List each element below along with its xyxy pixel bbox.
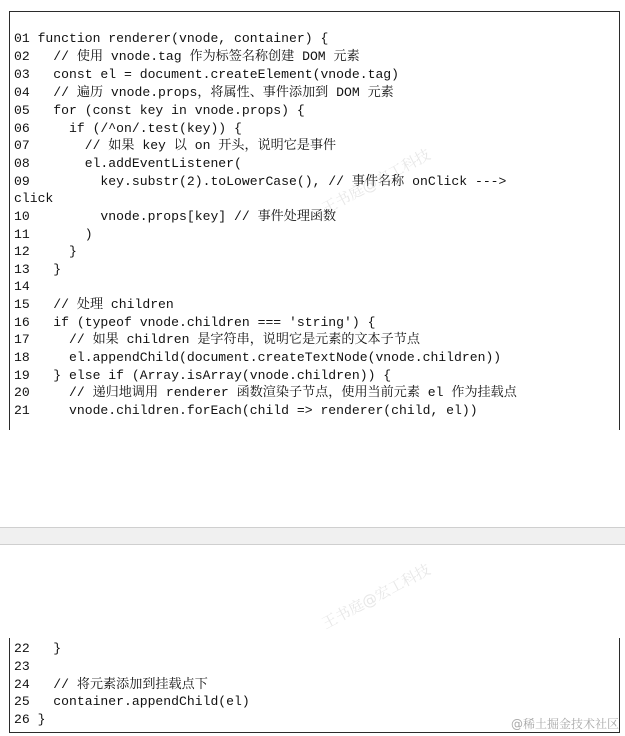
code-line: 17 // 如果 children 是字符串，说明它是元素的文本子节点 xyxy=(14,332,420,347)
code-line: 25 container.appendChild(el) xyxy=(14,694,250,709)
code-line: 04 // 遍历 vnode.props，将属性、事件添加到 DOM 元素 xyxy=(14,85,394,100)
code-line: 26 } xyxy=(14,712,46,727)
code-line: 03 const el = document.createElement(vnode.tag) xyxy=(14,67,400,82)
code-line: 12 } xyxy=(14,244,77,259)
code-line: 08 el.addEventListener( xyxy=(14,156,242,171)
code-block-part-1 xyxy=(9,11,620,430)
code-line: 19 } else if (Array.isArray(vnode.children)) { xyxy=(14,368,392,383)
code-line: 06 if (/^on/.test(key)) { xyxy=(14,121,242,136)
page-separator xyxy=(0,527,625,545)
page-2 xyxy=(0,545,625,736)
code-line: 05 for (const key in vnode.props) { xyxy=(14,103,305,118)
code-line: 20 // 递归地调用 renderer 函数渲染子节点，使用当前元素 el 作为挂载点 xyxy=(14,385,517,400)
code-line: 15 // 处理 children xyxy=(14,297,174,312)
code-line: 22 } xyxy=(14,641,62,656)
code-line: 01 function renderer(vnode, container) { xyxy=(14,31,329,46)
code-line: 21 vnode.children.forEach(child => renderer(child, el)) xyxy=(14,403,478,418)
code-line: 02 // 使用 vnode.tag 作为标签名称创建 DOM 元素 xyxy=(14,49,360,64)
code-line: 24 // 将元素添加到挂载点下 xyxy=(14,677,208,692)
code-line: 16 if (typeof vnode.children === 'string') { xyxy=(14,315,376,330)
watermark: 王书庭@宏工科技 xyxy=(318,145,434,218)
code-line: 18 el.appendChild(document.createTextNode(vnode.children)) xyxy=(14,350,502,365)
code-line: 09 key.substr(2).toLowerCase(), // 事件名称 onClick ---> xyxy=(14,174,507,189)
code-line: 14 xyxy=(14,279,30,294)
code-line: 11 ) xyxy=(14,227,93,242)
code-line: 23 xyxy=(14,659,30,674)
code-line-wrap: click xyxy=(14,191,54,206)
code-line: 07 // 如果 key 以 on 开头，说明它是事件 xyxy=(14,138,337,153)
code-line: 13 } xyxy=(14,262,62,277)
watermark: 王书庭@宏工科技 xyxy=(318,560,434,633)
footer-watermark: @稀土掘金技术社区 xyxy=(510,717,619,731)
code-line: 10 vnode.props[key] // 事件处理函数 xyxy=(14,209,337,224)
